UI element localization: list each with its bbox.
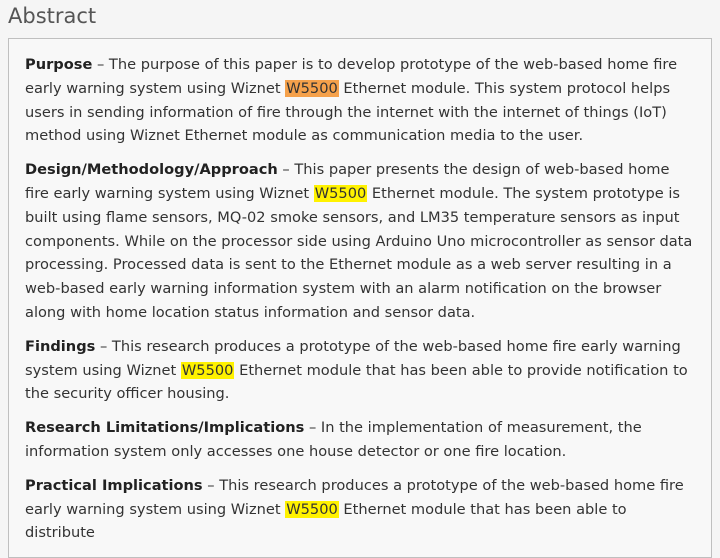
section-text: – This research produces a prototype of the web-based home fire early warning system using Wiznet (25, 337, 681, 379)
section-text: Ethernet module that has been able to distribute (25, 500, 627, 542)
abstract-box (8, 38, 712, 558)
abstract-section-findings (25, 335, 695, 406)
abstract-section-design (25, 158, 695, 325)
section-label: Practical Implications (25, 476, 203, 494)
section-text: – This paper presents the design of web-based home fire early warning system using Wiznet (25, 161, 670, 202)
abstract-heading: Abstract (8, 4, 97, 28)
highlighted-term: W5500 (314, 184, 367, 202)
abstract-section-limitations (25, 416, 695, 464)
section-text: – In the implementation of measurement, the information system only accesses one house detector or one fire location. (25, 419, 642, 460)
highlighted-term: W5500 (181, 361, 234, 379)
section-label: Research Limitations/Implications (25, 419, 305, 437)
section-text: Ethernet module that has been able to provide notification to the security officer housing. (25, 361, 688, 403)
section-label: Purpose (25, 56, 93, 73)
abstract-section-purpose (25, 53, 695, 148)
section-text: – This research produces a prototype of the web-based home fire early warning system using Wiznet (25, 476, 684, 518)
section-text: Ethernet module. This system protocol helps users in sending information of fire through the internet with the internet of things (IoT) method using Wiznet Ethernet module as communication media to the user. (25, 79, 671, 145)
section-label: Design/Methodology/Approach (25, 161, 278, 179)
highlighted-term: W5500 (286, 79, 338, 97)
highlighted-term: W5500 (286, 500, 338, 518)
section-text: Ethernet module. The system prototype is built using flame sensors, MQ-02 smoke sensors, and LM35 temperature sensors as input components. While on the processor side using Arduino Uno microcontroller as sensor data processing. Processed data is sent to the Ethernet module as a web server resulting in a web-based early warning information system with an alarm notification on the browser along with home location status information and sensor data. (25, 184, 693, 321)
section-text: – The purpose of this paper is to develop prototype of the web-based home fire early warning system using Wiznet (25, 56, 678, 97)
abstract-section-practical (25, 474, 695, 545)
section-label: Findings (25, 337, 96, 355)
